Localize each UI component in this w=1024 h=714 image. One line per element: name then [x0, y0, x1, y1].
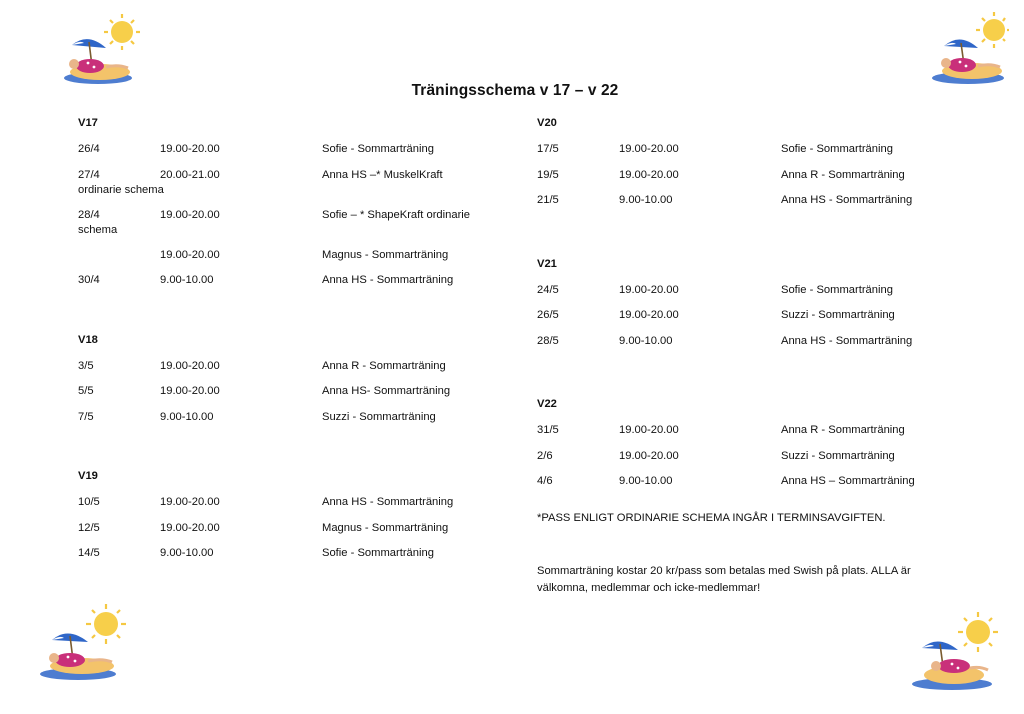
schedule-row	[78, 546, 518, 560]
schedule-row	[537, 142, 977, 156]
schedule-row	[537, 423, 977, 437]
schedule-row	[78, 495, 518, 509]
schedule-row	[537, 283, 977, 297]
session-time: 9.00-10.00	[619, 475, 673, 487]
session-date: 30/4	[78, 274, 100, 286]
sun-icon	[86, 604, 126, 644]
session-date: 28/5	[537, 334, 559, 347]
session-leader: Sofie - Sommarträning	[781, 283, 893, 296]
schedule-row	[78, 521, 518, 535]
schedule-row	[78, 168, 518, 198]
schedule-row	[78, 359, 518, 373]
sun-icon	[958, 612, 998, 652]
session-leader: Sofie - Sommarträning	[322, 143, 434, 155]
session-leader: Anna HS - Sommarträning	[781, 334, 913, 347]
session-leader: Magnus - Sommarträning	[322, 521, 449, 534]
sun-icon	[104, 14, 140, 50]
schedule-row	[78, 410, 518, 424]
week-heading: V21	[537, 257, 557, 270]
session-time: 19.00-20.00	[619, 424, 679, 436]
session-date: 5/5	[78, 385, 94, 397]
session-leader: Anna HS - Sommarträning	[781, 194, 913, 206]
session-time: 19.00-20.00	[619, 143, 679, 155]
session-leader: Magnus - Sommarträning	[322, 248, 449, 261]
session-time: 19.00-20.00	[619, 168, 679, 181]
session-date: 4/6	[537, 475, 553, 487]
session-leader: Suzzi - Sommarträning	[322, 410, 436, 423]
session-time: 9.00-10.00	[160, 410, 214, 423]
schedule-row	[78, 208, 518, 238]
session-time: 19.00-20.00	[160, 385, 220, 397]
sunbathing-icon	[928, 8, 1010, 88]
schedule-row	[537, 449, 977, 463]
session-time: 19.00-20.00	[619, 309, 679, 321]
session-date: 26/5	[537, 309, 559, 321]
session-date: 7/5	[78, 410, 94, 423]
schedule-right-column	[537, 116, 977, 500]
session-leader: Anna HS – Sommarträning	[781, 475, 915, 487]
schedule-row	[78, 384, 518, 398]
sun-icon	[976, 12, 1009, 48]
session-leader: Suzzi - Sommarträning	[781, 309, 895, 321]
session-date: 3/5	[78, 359, 94, 372]
schedule-row	[78, 248, 518, 262]
price-note: Sommarträning kostar 20 kr/pass som betalas med Swish på plats. ALLA är välkomna, medlemmar och icke-medlemmar!	[537, 565, 911, 594]
session-time: 9.00-10.00	[160, 274, 214, 286]
session-time: 19.00-20.00	[619, 449, 679, 462]
session-leader: Sofie – * ShapeKraft ordinarie	[322, 208, 471, 221]
schedule-left-column	[78, 116, 518, 572]
session-time: 20.00-21.00	[160, 168, 220, 181]
week-heading: V22	[537, 398, 557, 410]
session-leader: Anna HS- Sommarträning	[322, 385, 451, 397]
sunbathing-icon	[36, 600, 128, 684]
session-leader-continued: ordinarie schema	[78, 183, 164, 196]
session-time: 9.00-10.00	[619, 334, 673, 347]
session-date: 2/6	[537, 449, 553, 462]
fee-note: *PASS ENLIGT ORDINARIE SCHEMA INGÅR I TERMINSAVGIFTEN.	[537, 512, 886, 524]
session-date: 21/5	[537, 194, 559, 206]
session-date: 14/5	[78, 547, 100, 559]
week-heading: V19	[78, 470, 98, 482]
schedule-row	[537, 193, 977, 207]
session-leader: Suzzi - Sommarträning	[781, 449, 895, 462]
session-time: 19.00-20.00	[160, 248, 220, 261]
schedule-row	[78, 142, 518, 156]
session-time: 19.00-20.00	[160, 208, 220, 221]
session-time: 19.00-20.00	[160, 521, 220, 534]
schedule-row	[78, 273, 518, 287]
schedule-row	[537, 308, 977, 322]
session-date: 27/4	[78, 168, 100, 181]
session-leader: Sofie - Sommarträning	[322, 547, 434, 559]
session-time: 19.00-20.00	[160, 143, 220, 155]
session-leader: Anna R - Sommarträning	[322, 359, 446, 372]
page-title: Träningsschema v 17 – v 22	[411, 82, 619, 99]
session-time: 19.00-20.00	[160, 496, 220, 508]
session-date: 26/4	[78, 143, 100, 155]
session-time: 19.00-20.00	[619, 283, 679, 296]
session-leader: Sofie - Sommarträning	[781, 143, 893, 155]
session-date: 31/5	[537, 424, 559, 436]
schedule-row	[537, 334, 977, 348]
session-date: 12/5	[78, 521, 100, 534]
schedule-row	[537, 474, 977, 488]
session-leader: Anna R - Sommarträning	[781, 424, 905, 436]
session-date: 10/5	[78, 496, 100, 508]
week-heading: V20	[537, 117, 557, 129]
week-heading: V18	[78, 333, 98, 346]
session-leader-continued: schema	[78, 223, 118, 236]
session-time: 9.00-10.00	[619, 194, 673, 206]
session-date: 28/4	[78, 208, 100, 221]
schedule-row	[537, 168, 977, 182]
session-leader: Anna R - Sommarträning	[781, 168, 905, 181]
session-date: 17/5	[537, 143, 559, 155]
session-leader: Anna HS –* MuskelKraft	[322, 168, 443, 181]
session-leader: Anna HS - Sommarträning	[322, 274, 454, 286]
week-heading: V17	[78, 117, 98, 129]
session-leader: Anna HS - Sommarträning	[322, 496, 454, 508]
session-time: 9.00-10.00	[160, 547, 214, 559]
session-time: 19.00-20.00	[160, 359, 220, 372]
sunbathing-icon	[908, 608, 1002, 692]
session-date: 19/5	[537, 168, 559, 181]
sunbathing-icon	[62, 12, 144, 92]
session-date: 24/5	[537, 283, 559, 296]
